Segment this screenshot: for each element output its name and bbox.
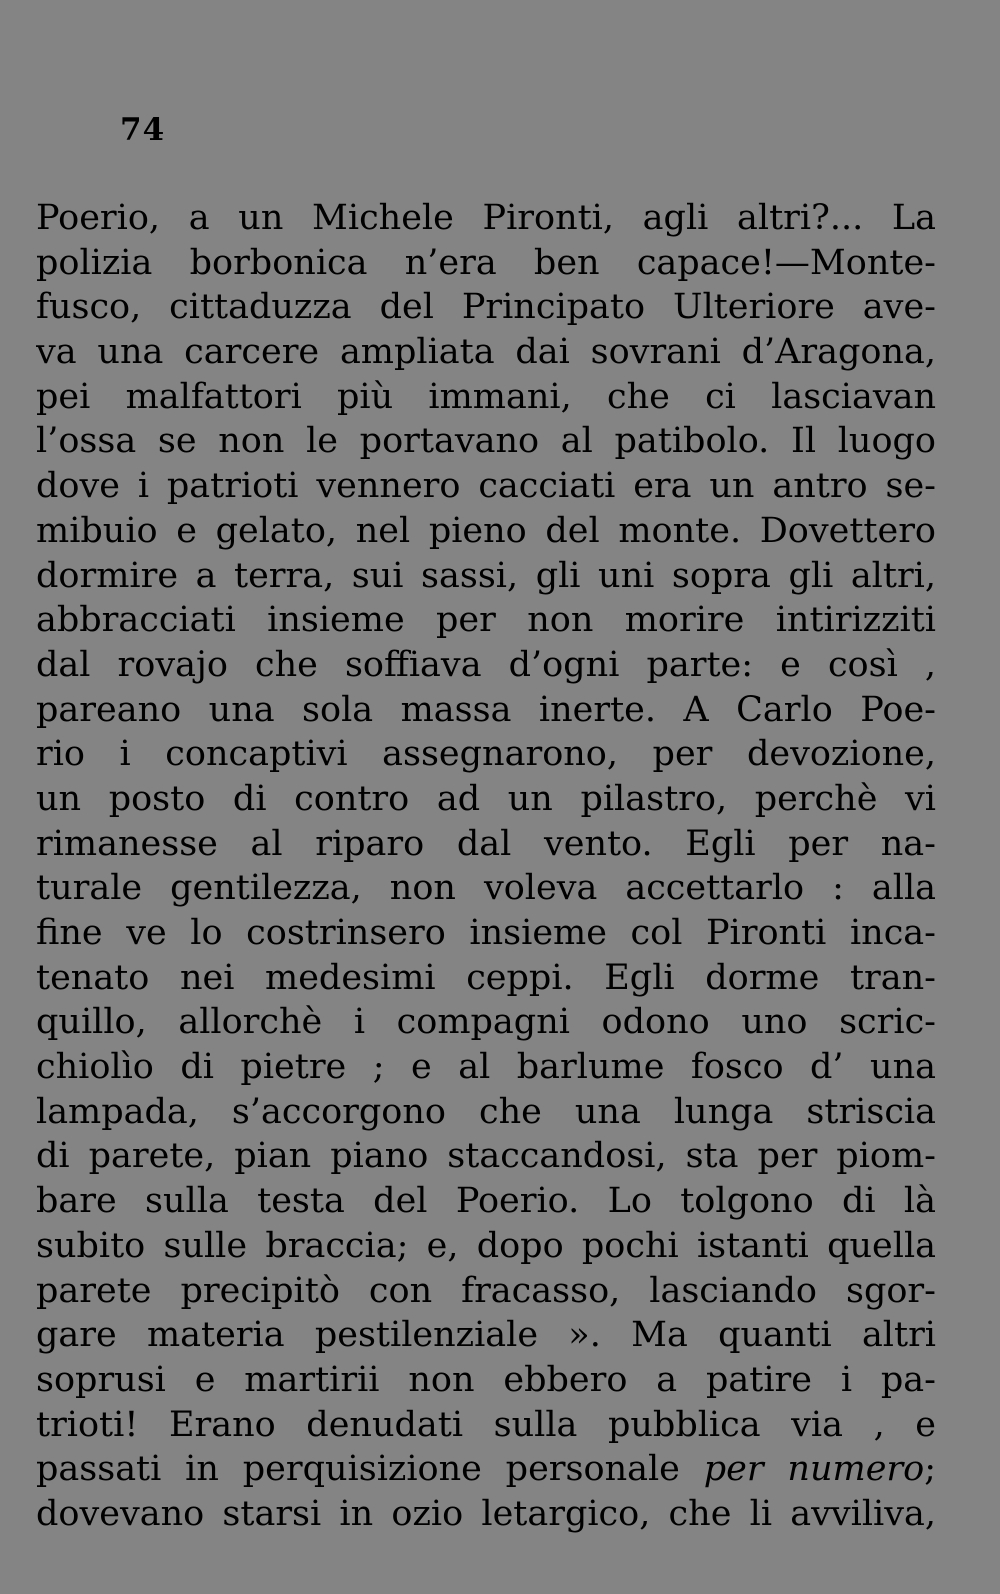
text-line: pareano una sola massa inerte. A Carlo Poe- bbox=[36, 689, 936, 730]
text-line: Poerio, a un Michele Pironti, agli altri?... La bbox=[36, 198, 936, 238]
text-line: abbracciati insieme per non morire intirizziti bbox=[36, 600, 936, 641]
text-line: rio i concaptivi assegnarono, per devozione, bbox=[36, 734, 936, 775]
text-line: dove i patrioti vennero cacciati era un antro se- bbox=[36, 466, 936, 507]
text-line: quillo, allorchè i compagni odono uno scric- bbox=[36, 1002, 936, 1043]
text-line: soprusi e martirii non ebbero a patire i pa- bbox=[36, 1359, 936, 1400]
italic-phrase: per numero bbox=[703, 1449, 925, 1490]
text-line-with-italic bbox=[36, 1447, 936, 1492]
text-line: mibuio e gelato, nel pieno del monte. Dovettero bbox=[36, 510, 936, 551]
text-line: parete precipitò con fracasso, lasciando sgor- bbox=[36, 1270, 936, 1311]
text-segment: passati in perquisizione personale bbox=[36, 1449, 704, 1490]
text-line: gare materia pestilenziale ». Ma quanti altri bbox=[36, 1315, 936, 1356]
text-line: turale gentilezza, non voleva accettarlo : alla bbox=[36, 868, 936, 909]
text-line: pei malfattori più immani, che ci lasciavan bbox=[36, 376, 936, 417]
text-line: lampada, s’accorgono che una lunga striscia bbox=[36, 1091, 936, 1132]
text-line: va una carcere ampliata dai sovrani d’Aragona, bbox=[36, 332, 936, 373]
text-segment: ; bbox=[924, 1449, 936, 1490]
text-line: bare sulla testa del Poerio. Lo tolgono di là bbox=[36, 1181, 936, 1222]
text-line: dovevano starsi in ozio letargico, che li avviliva, bbox=[36, 1493, 936, 1534]
text-line: rimanesse al riparo dal vento. Egli per na- bbox=[36, 823, 936, 864]
text-line: fine ve lo costrinsero insieme col Pironti inca- bbox=[36, 913, 936, 953]
text-line: l’ossa se non le portavano al patibolo. Il luogo bbox=[36, 421, 936, 462]
text-line: fusco, cittaduzza del Principato Ulteriore ave- bbox=[36, 287, 936, 328]
text-line: tenato nei medesimi ceppi. Egli dorme tran- bbox=[36, 957, 936, 998]
text-line: subito sulle braccia; e, dopo pochi istanti quella bbox=[36, 1225, 936, 1266]
text-line: dormire a terra, sui sassi, gli uni sopra gli altri, bbox=[36, 555, 936, 596]
text-line: trioti! Erano denudati sulla pubblica via , e bbox=[36, 1404, 936, 1445]
text-line: polizia borbonica n’era ben capace!—Monte- bbox=[36, 242, 936, 283]
text-line: dal rovajo che soffiava d’ogni parte: e così , bbox=[36, 644, 936, 685]
text-line: di parete, pian piano staccandosi, sta per piom- bbox=[36, 1136, 936, 1177]
text-line: un posto di contro ad un pilastro, perchè vi bbox=[36, 778, 936, 819]
text-line: chiolìo di pietre ; e al barlume fosco d’ una bbox=[36, 1047, 936, 1088]
page-number: 74 bbox=[120, 112, 166, 148]
body-text bbox=[36, 196, 936, 1537]
